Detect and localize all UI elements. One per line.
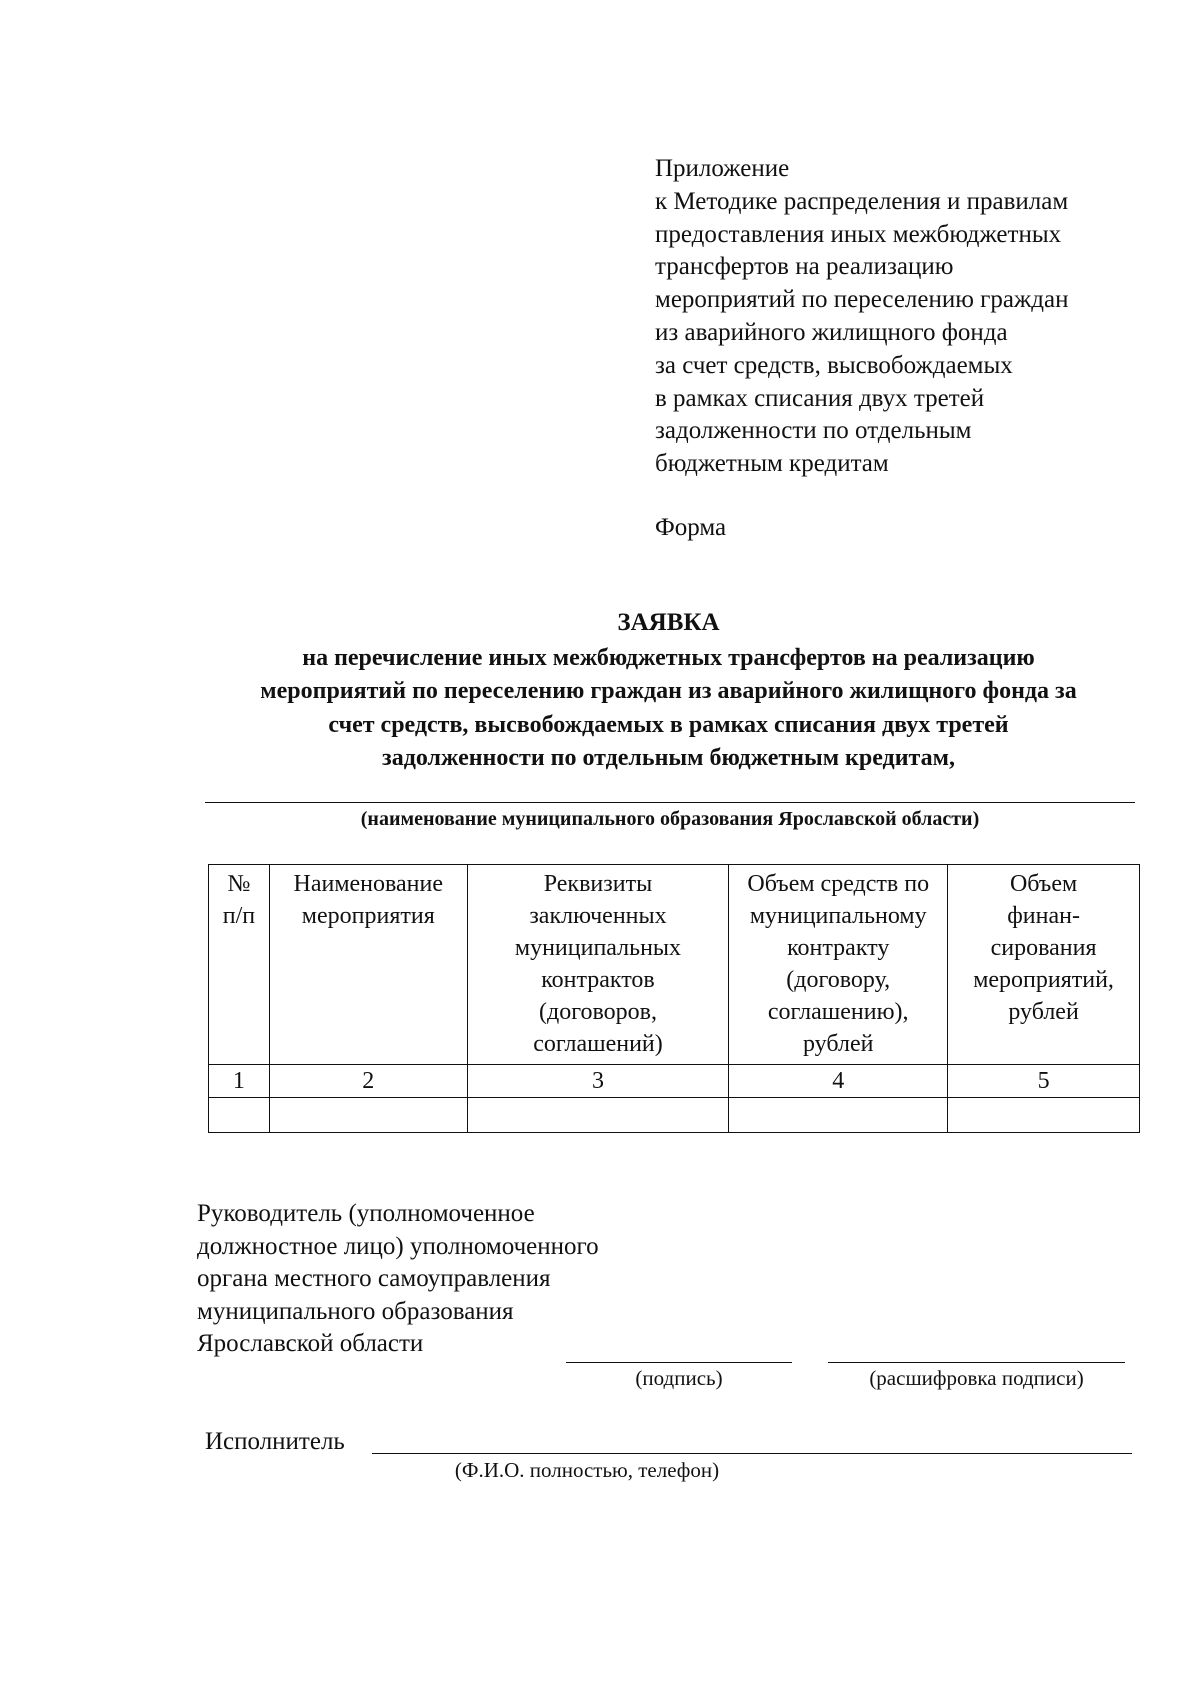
- signatory-line: органа местного самоуправления: [197, 1265, 551, 1292]
- executor-caption: (Ф.И.О. полностью, телефон): [454, 1458, 720, 1482]
- table-header-row: [209, 865, 1140, 1065]
- column-number-cell: 5: [948, 1065, 1140, 1098]
- document-subtitle: [180, 642, 1157, 775]
- header-cell-number: [209, 865, 270, 1065]
- appendix-line: бюджетным кредитам: [655, 450, 889, 478]
- appendix-line: мероприятий по переселению граждан: [655, 286, 1069, 314]
- header-text: Реквизиты заключенных муниципальных контрактов (договоров, соглашений): [514, 871, 682, 1057]
- column-number-cell: 3: [467, 1065, 729, 1098]
- municipality-caption: (наименование муниципального образования Ярославской области): [360, 808, 980, 830]
- request-table: [208, 864, 1140, 1133]
- subtitle-line: счет средств, высвобождаемых в рамках списания двух третей: [328, 711, 1009, 738]
- signature-decryption-fill-line[interactable]: [828, 1362, 1125, 1363]
- appendix-line: предоставления иных межбюджетных: [655, 220, 1062, 248]
- table-number-row: [209, 1065, 1140, 1098]
- header-cell-name: [269, 865, 467, 1065]
- header-cell-contract-amount: [729, 865, 948, 1065]
- header-text: № п/п: [222, 871, 256, 929]
- municipality-fill-line[interactable]: [205, 802, 1135, 803]
- empty-cell[interactable]: [209, 1098, 270, 1133]
- appendix-line: из аварийного жилищного фонда: [655, 318, 1008, 346]
- column-number-cell: 4: [729, 1065, 948, 1098]
- form-label: Форма: [655, 514, 727, 541]
- header-text: Объем средств по муниципальному контракту (договору, соглашению), рублей: [747, 871, 930, 1057]
- appendix-line: в рамках списания двух третей: [655, 384, 985, 412]
- header-text: Наименование мероприятия: [293, 871, 444, 929]
- executor-fill-line[interactable]: [372, 1453, 1132, 1454]
- table-row: [209, 1098, 1140, 1133]
- empty-cell[interactable]: [269, 1098, 467, 1133]
- subtitle-line: задолженности по отдельным бюджетным кредитам,: [382, 744, 955, 771]
- signature-caption: (подпись): [635, 1366, 723, 1390]
- signature-decryption-caption: (расшифровка подписи): [869, 1366, 1084, 1390]
- header-text: Объем финан- сирования мероприятий, рублей: [973, 871, 1114, 1025]
- appendix-line: трансфертов на реализацию: [655, 253, 954, 281]
- empty-cell[interactable]: [948, 1098, 1140, 1133]
- signatory-line: должностное лицо) уполномоченного: [197, 1232, 599, 1260]
- column-number-cell: 2: [269, 1065, 467, 1098]
- column-number-cell: 1: [209, 1065, 270, 1098]
- document-title: ЗАЯВКА: [617, 609, 720, 636]
- signatory-line: муниципального образования: [197, 1297, 514, 1325]
- appendix-block: [655, 153, 1175, 481]
- appendix-line: за счет средств, высвобождаемых: [655, 351, 1013, 379]
- header-cell-funding-amount: [948, 865, 1140, 1065]
- subtitle-line: на перечисление иных межбюджетных трансфертов на реализацию: [302, 645, 1035, 671]
- appendix-line: Приложение: [655, 155, 790, 182]
- empty-cell[interactable]: [729, 1098, 948, 1133]
- empty-cell[interactable]: [467, 1098, 729, 1133]
- appendix-line: задолженности по отдельным: [655, 417, 972, 445]
- signature-fill-line[interactable]: [566, 1362, 792, 1363]
- signatory-line: Ярославской области: [197, 1330, 424, 1357]
- executor-label: Исполнитель: [205, 1428, 345, 1455]
- appendix-line: к Методике распределения и правилам: [655, 187, 1069, 215]
- signatory-line: Руководитель (уполномоченное: [197, 1200, 535, 1227]
- signatory-block: [197, 1198, 599, 1361]
- header-cell-details: [467, 865, 729, 1065]
- subtitle-line: мероприятий по переселению граждан из аварийного жилищного фонда за: [260, 678, 1077, 705]
